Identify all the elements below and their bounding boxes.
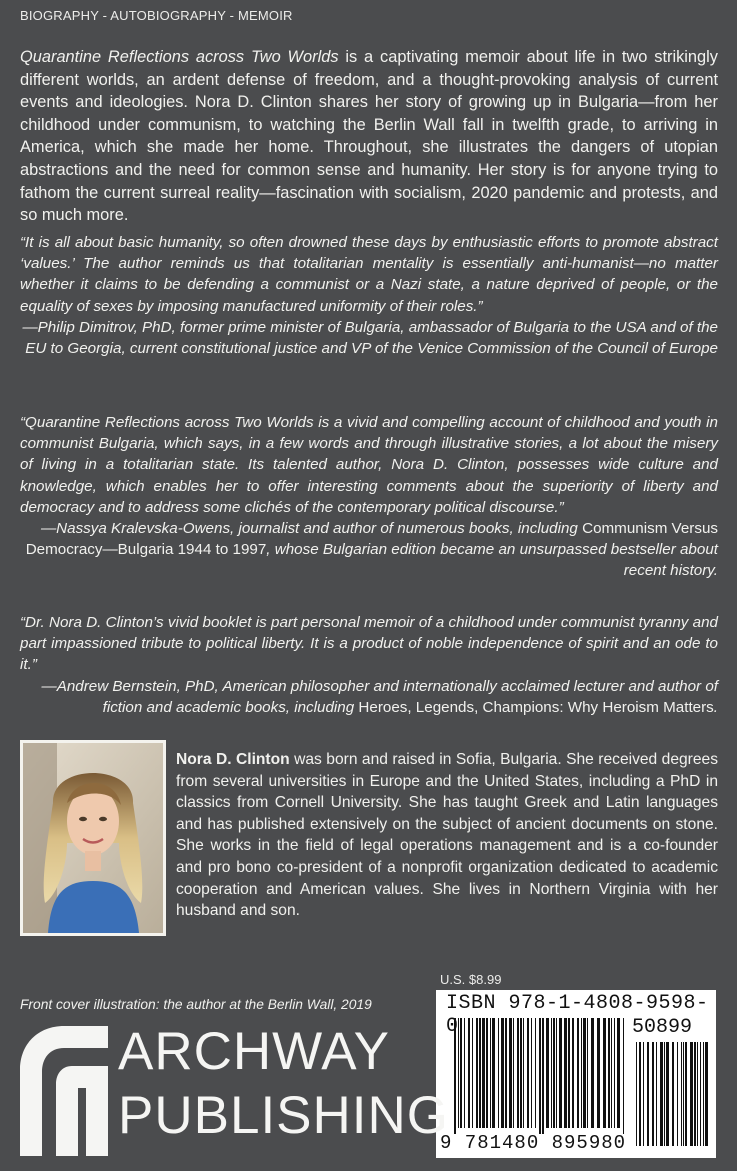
publisher-name-line1: ARCHWAY	[118, 1022, 390, 1081]
category-line: BIOGRAPHY - AUTOBIOGRAPHY - MEMOIR	[20, 8, 293, 23]
author-name: Nora D. Clinton	[176, 751, 290, 768]
attribution-book-title: Communism Versus Democracy—Bulgaria 1944 to 1997	[25, 520, 718, 559]
review-dimitrov	[20, 232, 718, 359]
isbn-text: ISBN 978-1-4808-9598-0	[446, 992, 709, 1038]
review-quote: “Quarantine Reflections across Two Worlds is a vivid and compelling account of childhood and youth in communist Bulgaria, which says, in a few words and through illustrative stories, a lot about the misery of living in a totalitarian state. Its talented author, Nora D. Clinton, possesses wide culture and knowledge, which enables her to offer interesting comments about the superiority of liberty and democracy and to address some clichés of the contemporary political discourse.”	[20, 414, 718, 516]
cover-credit: Front cover illustration: the author at the Berlin Wall, 2019	[20, 997, 372, 1012]
author-photo	[20, 740, 166, 936]
archway-logo-icon	[20, 1026, 108, 1156]
price-label: U.S. $8.99	[440, 972, 502, 987]
addon-digits: 50899	[632, 1016, 693, 1039]
author-bio	[176, 749, 718, 922]
publisher-name-line2: PUBLISHING	[118, 1086, 450, 1145]
ean-digits: 9 781480 895980	[440, 1132, 627, 1154]
attribution-text-end: .	[713, 698, 718, 716]
blurb-text: is a captivating memoir about life in two strikingly different worlds, an ardent defense of freedom, and a thought-provoking analysis of current events and ideologies. Nora D. Clinton shares her story of growing up in Bulgaria—from her childhood under communism, to watching the Berlin Wall fall in twelfth grade, to arriving in America, which she made her home. Throughout, she illustrates the dangers of utopian abstractions and the need for common sense and humanity. Her story is for anyone trying to fathom the current surreal reality—fascination with socialism, 2020 pandemic and protests, and so much more.	[20, 48, 718, 225]
attribution-text-end: , whose Bulgarian edition became an unsurpassed bestseller about recent history.	[266, 541, 718, 580]
book-blurb	[20, 46, 718, 227]
attribution-text: —Andrew Bernstein, PhD, American philosopher and internationally acclaimed lecturer and author of fiction and academic books, including	[41, 677, 718, 716]
review-attribution: —Philip Dimitrov, PhD, former prime minister of Bulgaria, ambassador of Bulgaria to the USA and of the EU to Georgia, current constitutional justice and VP of the Venice Commission of the Council of Europe	[22, 318, 718, 358]
review-kralevska-owens	[20, 412, 718, 582]
review-quote: “Dr. Nora D. Clinton’s vivid booklet is part personal memoir of a childhood under communist tyranny and part impassioned tribute to political liberty. It is a product of noble independence of spirit and an ode to it.”	[20, 614, 718, 674]
book-title: Quarantine Reflections across Two Worlds	[20, 48, 339, 66]
review-attribution	[20, 676, 718, 718]
review-quote: “It is all about basic humanity, so often drowned these days by enthusiastic efforts to promote abstract ‘values.’ The author reminds us that totalitarian mentality is essentially anti-humanist—no matter whether it claims to be defending a communist or a Nazi state, a nature deprived of people, or the equality of sexes by imposing manufactured uniformity of their roles.”	[20, 234, 718, 315]
isbn-barcode	[436, 990, 716, 1158]
attribution-text: —Nassya Kralevska-Owens, journalist and author of numerous books, including	[40, 520, 583, 538]
attribution-book-title: Heroes, Legends, Champions: Why Heroism Matters	[358, 698, 714, 716]
review-bernstein	[20, 612, 718, 718]
bio-text: was born and raised in Sofia, Bulgaria. She received degrees from several universities in Europe and the United States, including a PhD in classics from Cornell University. She has taught Greek and Latin languages and has published extensively on the subject of ancient documents on stone. She works in the field of legal operations management and is a co-founder and pro bono co-president of a nonprofit organization dedicated to academic cooperation and American values. She lives in Northern Virginia with her husband and son.	[176, 751, 719, 920]
review-attribution	[20, 518, 718, 582]
